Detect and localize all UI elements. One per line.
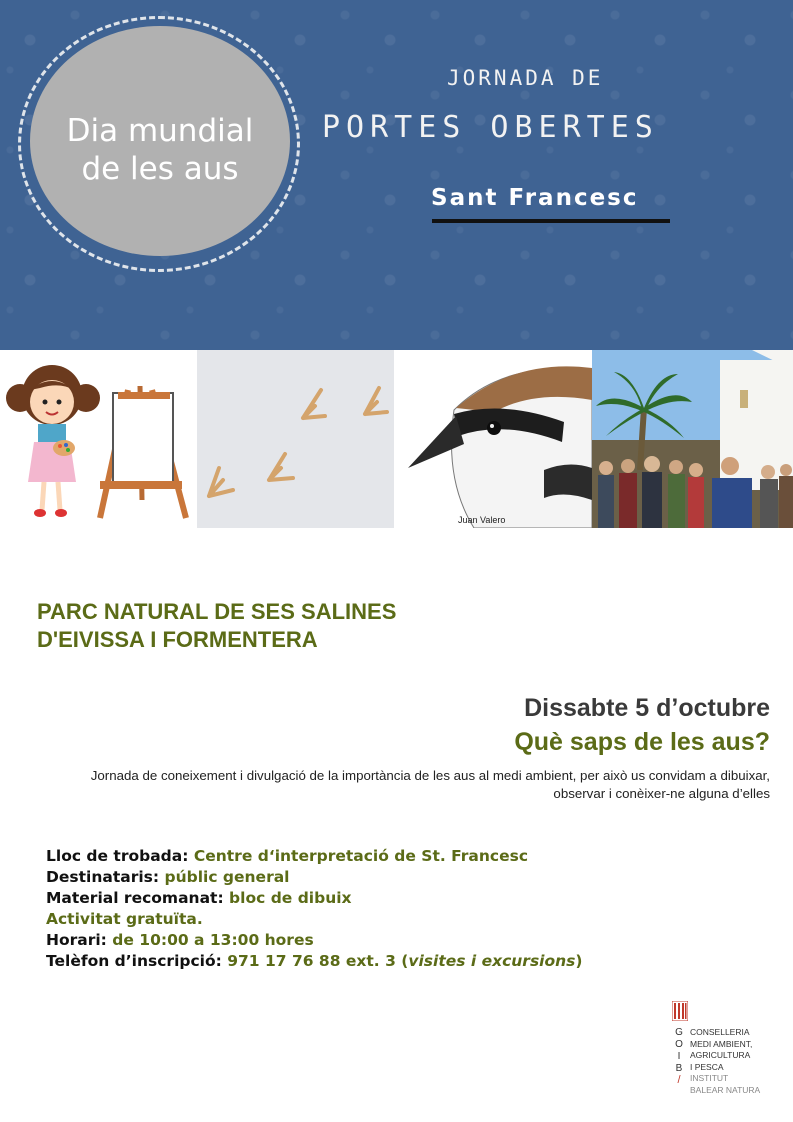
photo-credit: Juan Valero <box>458 515 506 525</box>
meeting-label: Lloc de trobada: <box>46 847 189 865</box>
goib-letters <box>675 1027 683 1085</box>
portes-heading: PORTES OBERTES <box>322 110 659 145</box>
event-name <box>30 112 290 188</box>
photo-visitors <box>592 350 793 528</box>
logo-slash: / <box>677 1074 681 1086</box>
logo-line3: AGRICULTURA <box>690 1050 751 1060</box>
logo-text <box>690 1027 760 1096</box>
photo-plover-drawing <box>394 350 592 528</box>
logo-line1: CONSELLERIA <box>690 1027 750 1037</box>
free-activity: Activitat gratuïta. <box>46 910 203 928</box>
meeting-value: Centre d‘interpretació de St. Francesc <box>193 847 529 865</box>
logo-letter-b: B <box>675 1063 683 1074</box>
hours-row <box>46 930 583 951</box>
logo-letter-g: G <box>675 1027 683 1038</box>
logo-line6: BALEAR NATURA <box>690 1084 761 1095</box>
logo-line2: MEDI AMBIENT, <box>690 1038 753 1049</box>
hours-label: Horari: <box>46 931 107 949</box>
logo-letter-i: I <box>677 1051 681 1062</box>
event-date: Dissabte 5 d’octubre <box>524 694 770 722</box>
audience-row <box>46 867 583 888</box>
audience-value: públic general <box>164 868 290 886</box>
info-block <box>46 846 583 972</box>
phone-label: Telèfon d’inscripció: <box>46 952 222 970</box>
jornada-heading: JORNADA DE <box>447 66 604 90</box>
audience-label: Destinataris: <box>46 868 160 886</box>
bird-tracks-illustration <box>197 350 394 528</box>
material-value: bloc de dibuix <box>229 889 352 907</box>
goib-emblem-icon <box>672 1001 688 1021</box>
event-name-line1: Dia mundial <box>66 113 254 149</box>
logo-letter-o: O <box>675 1039 683 1050</box>
girl-painting-illustration <box>0 350 197 528</box>
hours-value: de 10:00 a 13:00 hores <box>112 931 314 949</box>
phone-note: visites i excursions <box>408 952 576 970</box>
header-banner <box>0 0 793 350</box>
location-heading: Sant Francesc <box>431 185 639 211</box>
plover-illustration <box>394 350 592 528</box>
visitors-photo-illustration <box>592 350 793 528</box>
material-row <box>46 888 583 909</box>
event-name-line2: de les aus <box>81 151 239 187</box>
event-description: Jornada de coneixement i divulgació de la importància de les aus al medi ambient, per això us convidam a dibuixar, observar i conèixer-ne alguna d’elles <box>90 768 770 801</box>
phone-row <box>46 951 583 972</box>
phone-value: 971 17 76 88 ext. 3 ( <box>227 952 409 970</box>
park-title: PARC NATURAL DE SES SALINES D'EIVISSA I FORMENTERA <box>37 599 397 652</box>
material-label: Material recomanat: <box>46 889 224 907</box>
event-question: Què saps de les aus? <box>514 728 770 756</box>
phone-close: ) <box>575 952 583 970</box>
photo-girl-easel <box>0 350 197 528</box>
meeting-row <box>46 846 583 867</box>
heading-underline <box>432 219 670 223</box>
logo-line5: INSTITUT <box>690 1073 729 1083</box>
logo-line4: I PESCA <box>690 1061 724 1072</box>
photo-bird-tracks <box>197 350 394 528</box>
